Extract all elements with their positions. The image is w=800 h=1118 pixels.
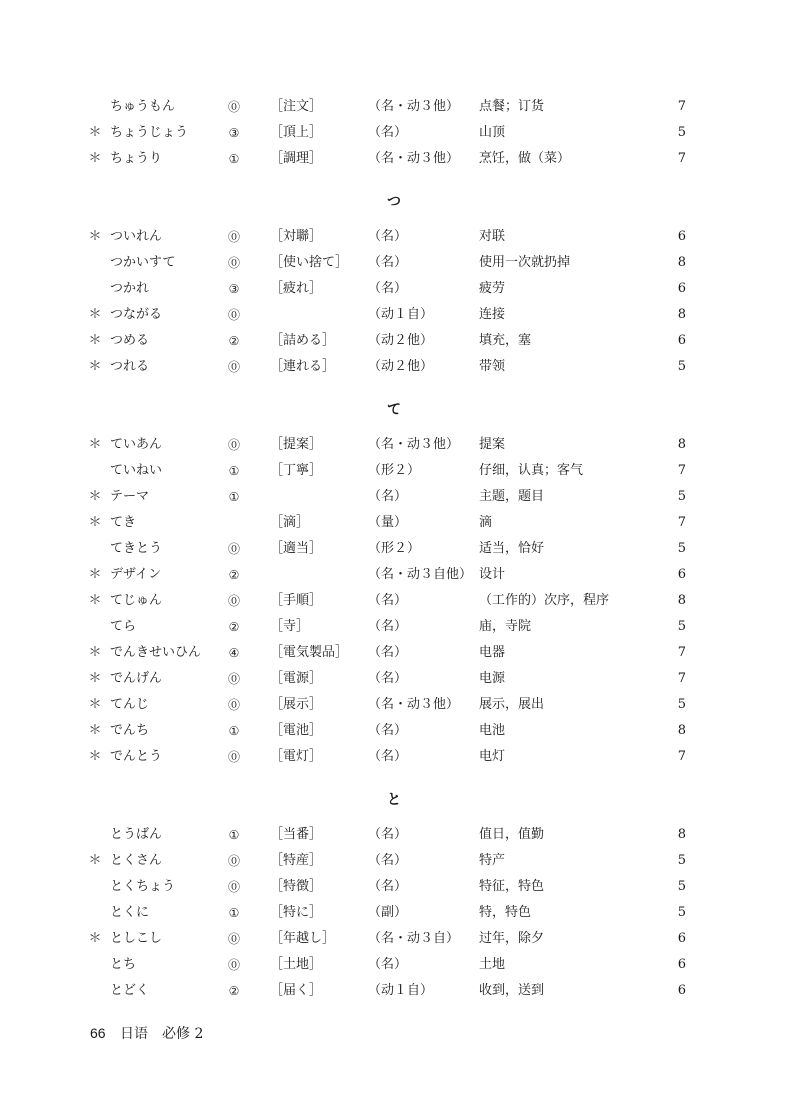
lesson-number: 6 [677, 229, 686, 244]
lesson-number: 6 [677, 333, 686, 348]
new-word-star: ＊ [88, 437, 102, 452]
word-meaning: 设计 [479, 567, 506, 582]
word-meaning: 过年，除夕 [479, 931, 545, 946]
lesson-number: 5 [677, 905, 686, 920]
word-meaning: 适当，恰好 [479, 541, 545, 556]
word-kanji: ［滴］ [270, 515, 310, 530]
word-kanji: ［対聯］ [270, 229, 323, 244]
pitch-accent: ① [228, 828, 240, 842]
new-word-star: ＊ [88, 359, 102, 374]
part-of-speech: （名） [368, 593, 408, 608]
word-meaning: 滴 [479, 515, 493, 530]
pitch-accent: ⓪ [227, 698, 240, 712]
word-meaning: 土地 [479, 957, 506, 972]
word-kanji: ［丁寧］ [270, 463, 323, 478]
word-kanji: ［電灯］ [270, 749, 323, 764]
lesson-number: 7 [677, 671, 686, 686]
part-of-speech: （名・动３自他） [368, 567, 473, 582]
word-reading: ていあん [110, 437, 163, 452]
lesson-number: 7 [677, 151, 686, 166]
word-kanji: ［当番］ [270, 827, 323, 842]
lesson-number: 5 [677, 879, 686, 894]
pitch-accent: ⓪ [227, 672, 240, 686]
pitch-accent: ⓪ [227, 230, 240, 244]
vocabulary-entry [0, 146, 800, 172]
part-of-speech: （名） [368, 827, 408, 842]
lesson-number: 8 [677, 437, 686, 452]
word-meaning: 填充，塞 [479, 333, 532, 348]
word-kanji: ［展示］ [270, 697, 323, 712]
part-of-speech: （形２） [368, 541, 421, 556]
vocabulary-entry [0, 562, 800, 588]
part-of-speech: （名） [368, 879, 408, 894]
book-title: 日语 必修 2 [120, 1026, 204, 1042]
vocabulary-entry [0, 328, 800, 354]
word-meaning: 山顶 [479, 125, 506, 140]
lesson-number: 7 [677, 99, 686, 114]
lesson-number: 8 [677, 307, 686, 322]
word-meaning: 电源 [479, 671, 506, 686]
part-of-speech: （副） [368, 905, 408, 920]
lesson-number: 5 [677, 359, 686, 374]
word-reading: とどく [110, 983, 150, 998]
vocabulary-entry [0, 458, 800, 484]
new-word-star: ＊ [88, 853, 102, 868]
vocabulary-entry [0, 302, 800, 328]
page-number: 66 [90, 1025, 106, 1041]
vocabulary-entry [0, 978, 800, 1004]
word-kanji: ［調理］ [270, 151, 323, 166]
pitch-accent: ⓪ [227, 880, 240, 894]
word-kanji: ［疲れ］ [270, 281, 323, 296]
word-reading: でんとう [110, 749, 163, 764]
lesson-number: 8 [677, 827, 686, 842]
lesson-number: 5 [677, 697, 686, 712]
part-of-speech: （名） [368, 125, 408, 140]
word-kanji: ［土地］ [270, 957, 323, 972]
part-of-speech: （名・动３他） [368, 437, 460, 452]
word-meaning: 对联 [479, 229, 506, 244]
lesson-number: 5 [677, 125, 686, 140]
pitch-accent: ③ [228, 126, 240, 140]
part-of-speech: （名） [368, 723, 408, 738]
vocabulary-entry [0, 484, 800, 510]
lesson-number: 6 [677, 281, 686, 296]
part-of-speech: （动２他） [368, 359, 434, 374]
vocabulary-entry [0, 120, 800, 146]
word-meaning: 收到，送到 [479, 983, 545, 998]
word-kanji: ［電源］ [270, 671, 323, 686]
vocabulary-entry [0, 614, 800, 640]
word-kanji: ［年越し］ [270, 931, 336, 946]
new-word-star: ＊ [88, 723, 102, 738]
new-word-star: ＊ [88, 229, 102, 244]
part-of-speech: （名） [368, 645, 408, 660]
section-heading: と [387, 792, 401, 808]
word-meaning: 值日，值勤 [479, 827, 545, 842]
word-meaning: 特，特色 [479, 905, 532, 920]
lesson-number: 7 [677, 645, 686, 660]
vocabulary-entry [0, 640, 800, 666]
pitch-accent: ⓪ [227, 100, 240, 114]
word-reading: てきとう [110, 541, 163, 556]
part-of-speech: （名・动３自） [368, 931, 460, 946]
word-meaning: 电器 [479, 645, 506, 660]
word-kanji: ［提案］ [270, 437, 323, 452]
pitch-accent: ① [228, 724, 240, 738]
word-kanji: ［適当］ [270, 541, 323, 556]
word-meaning: 特产 [479, 853, 506, 868]
word-meaning: 疲劳 [479, 281, 506, 296]
new-word-star: ＊ [88, 151, 102, 166]
new-word-star: ＊ [88, 697, 102, 712]
word-kanji: ［連れる］ [270, 359, 336, 374]
pitch-accent: ① [228, 906, 240, 920]
word-reading: ちょうり [110, 151, 163, 166]
new-word-star: ＊ [88, 593, 102, 608]
word-reading: でんきせいひん [110, 645, 202, 660]
word-meaning: 烹饪，做（菜） [479, 151, 571, 166]
vocabulary-entry [0, 588, 800, 614]
word-kanji: ［手順］ [270, 593, 323, 608]
new-word-star: ＊ [88, 645, 102, 660]
part-of-speech: （量） [368, 515, 408, 530]
word-meaning: 点餐；订货 [479, 99, 545, 114]
pitch-accent: ② [228, 620, 240, 634]
part-of-speech: （动１自） [368, 307, 434, 322]
lesson-number: 7 [677, 749, 686, 764]
vocabulary-entry [0, 900, 800, 926]
kana-section [0, 770, 800, 1004]
pitch-accent: ④ [228, 646, 240, 660]
pitch-accent: ⓪ [227, 308, 240, 322]
part-of-speech: （名） [368, 255, 408, 270]
vocabulary-entry [0, 510, 800, 536]
vocabulary-entry [0, 744, 800, 770]
vocabulary-entry [0, 666, 800, 692]
word-kanji: ［特徴］ [270, 879, 323, 894]
word-meaning: 提案 [479, 437, 506, 452]
word-reading: つかいすて [110, 255, 176, 270]
part-of-speech: （名） [368, 957, 408, 972]
vocabulary-entry [0, 718, 800, 744]
word-meaning: 特征，特色 [479, 879, 545, 894]
word-reading: テーマ [110, 489, 150, 504]
word-meaning: 使用一次就扔掉 [479, 255, 571, 270]
part-of-speech: （名） [368, 281, 408, 296]
part-of-speech: （名） [368, 749, 408, 764]
word-reading: としこし [110, 931, 163, 946]
lesson-number: 8 [677, 255, 686, 270]
pitch-accent: ⓪ [227, 594, 240, 608]
pitch-accent: ③ [228, 282, 240, 296]
vocabulary-entry [0, 926, 800, 952]
vocabulary-list [0, 94, 800, 1004]
word-meaning: 主题，题目 [479, 489, 545, 504]
part-of-speech: （名） [368, 619, 408, 634]
new-word-star: ＊ [88, 931, 102, 946]
pitch-accent: ② [228, 334, 240, 348]
word-meaning: 电灯 [479, 749, 506, 764]
pitch-accent: ⓪ [227, 932, 240, 946]
vocabulary-entry [0, 822, 800, 848]
word-meaning: 带领 [479, 359, 506, 374]
word-kanji: ［頂上］ [270, 125, 323, 140]
lesson-number: 6 [677, 931, 686, 946]
vocabulary-entry [0, 250, 800, 276]
vocabulary-entry [0, 952, 800, 978]
pitch-accent: ⓪ [227, 958, 240, 972]
section-heading: つ [387, 194, 401, 210]
lesson-number: 8 [677, 593, 686, 608]
pitch-accent: ⓪ [227, 542, 240, 556]
lesson-number: 5 [677, 853, 686, 868]
lesson-number: 8 [677, 723, 686, 738]
word-reading: ていねい [110, 463, 163, 478]
pitch-accent: ⓪ [227, 360, 240, 374]
pitch-accent: ① [228, 464, 240, 478]
lesson-number: 6 [677, 983, 686, 998]
word-reading: てき [110, 515, 137, 530]
word-kanji: ［詰める］ [270, 333, 336, 348]
word-reading: ちょうじょう [110, 125, 189, 140]
vocabulary-entry [0, 536, 800, 562]
word-reading: とうばん [110, 827, 163, 842]
vocabulary-entry [0, 848, 800, 874]
vocabulary-entry [0, 432, 800, 458]
new-word-star: ＊ [88, 125, 102, 140]
vocabulary-entry [0, 354, 800, 380]
pitch-accent: ⓪ [227, 854, 240, 868]
word-kanji: ［注文］ [270, 99, 323, 114]
word-reading: つながる [110, 307, 163, 322]
word-reading: とくさん [110, 853, 163, 868]
word-kanji: ［電気製品］ [270, 645, 349, 660]
new-word-star: ＊ [88, 515, 102, 530]
word-reading: てじゅん [110, 593, 163, 608]
page-footer [90, 1023, 203, 1043]
new-word-star: ＊ [88, 333, 102, 348]
pitch-accent: ② [228, 984, 240, 998]
word-reading: ついれん [110, 229, 163, 244]
word-kanji: ［特に］ [270, 905, 323, 920]
lesson-number: 6 [677, 957, 686, 972]
vocabulary-entry [0, 224, 800, 250]
part-of-speech: （形２） [368, 463, 421, 478]
word-reading: つれる [110, 359, 150, 374]
word-meaning: 展示，展出 [479, 697, 545, 712]
new-word-star: ＊ [88, 671, 102, 686]
word-reading: とくちょう [110, 879, 176, 894]
word-reading: てら [110, 619, 137, 634]
pitch-accent: ⓪ [227, 438, 240, 452]
new-word-star: ＊ [88, 307, 102, 322]
lesson-number: 5 [677, 619, 686, 634]
word-reading: てんじ [110, 697, 150, 712]
word-reading: でんち [110, 723, 150, 738]
pitch-accent: ① [228, 490, 240, 504]
new-word-star: ＊ [88, 567, 102, 582]
word-kanji: ［特産］ [270, 853, 323, 868]
part-of-speech: （名・动３他） [368, 99, 460, 114]
word-reading: デザイン [110, 567, 162, 582]
word-kanji: ［電池］ [270, 723, 323, 738]
word-kanji: ［寺］ [270, 619, 310, 634]
vocabulary-entry [0, 692, 800, 718]
word-kanji: ［届く］ [270, 983, 323, 998]
word-meaning: 连接 [479, 307, 506, 322]
word-reading: でんげん [110, 671, 163, 686]
word-reading: とくに [110, 905, 150, 920]
word-kanji: ［使い捨て］ [270, 255, 349, 270]
part-of-speech: （名） [368, 229, 408, 244]
kana-section [0, 380, 800, 770]
kana-section [0, 172, 800, 380]
lesson-number: 7 [677, 515, 686, 530]
vocabulary-entry [0, 874, 800, 900]
lesson-number: 6 [677, 567, 686, 582]
word-reading: とち [110, 957, 137, 972]
word-reading: ちゅうもん [110, 99, 176, 114]
word-meaning: （工作的）次序，程序 [479, 593, 610, 608]
word-reading: つめる [110, 333, 150, 348]
part-of-speech: （名） [368, 489, 408, 504]
kana-section [0, 94, 800, 172]
part-of-speech: （名） [368, 671, 408, 686]
lesson-number: 5 [677, 541, 686, 556]
pitch-accent: ② [228, 568, 240, 582]
word-meaning: 庙，寺院 [479, 619, 532, 634]
pitch-accent: ⓪ [227, 750, 240, 764]
word-meaning: 仔细，认真；客气 [479, 463, 584, 478]
new-word-star: ＊ [88, 489, 102, 504]
lesson-number: 7 [677, 463, 686, 478]
lesson-number: 5 [677, 489, 686, 504]
part-of-speech: （名） [368, 853, 408, 868]
vocabulary-entry [0, 94, 800, 120]
word-meaning: 电池 [479, 723, 506, 738]
word-reading: つかれ [110, 281, 150, 296]
pitch-accent: ① [228, 152, 240, 166]
part-of-speech: （名・动３他） [368, 151, 460, 166]
part-of-speech: （名・动３他） [368, 697, 460, 712]
part-of-speech: （动１自） [368, 983, 434, 998]
vocabulary-entry [0, 276, 800, 302]
pitch-accent: ⓪ [227, 256, 240, 270]
section-heading: て [387, 402, 401, 418]
new-word-star: ＊ [88, 749, 102, 764]
part-of-speech: （动２他） [368, 333, 434, 348]
